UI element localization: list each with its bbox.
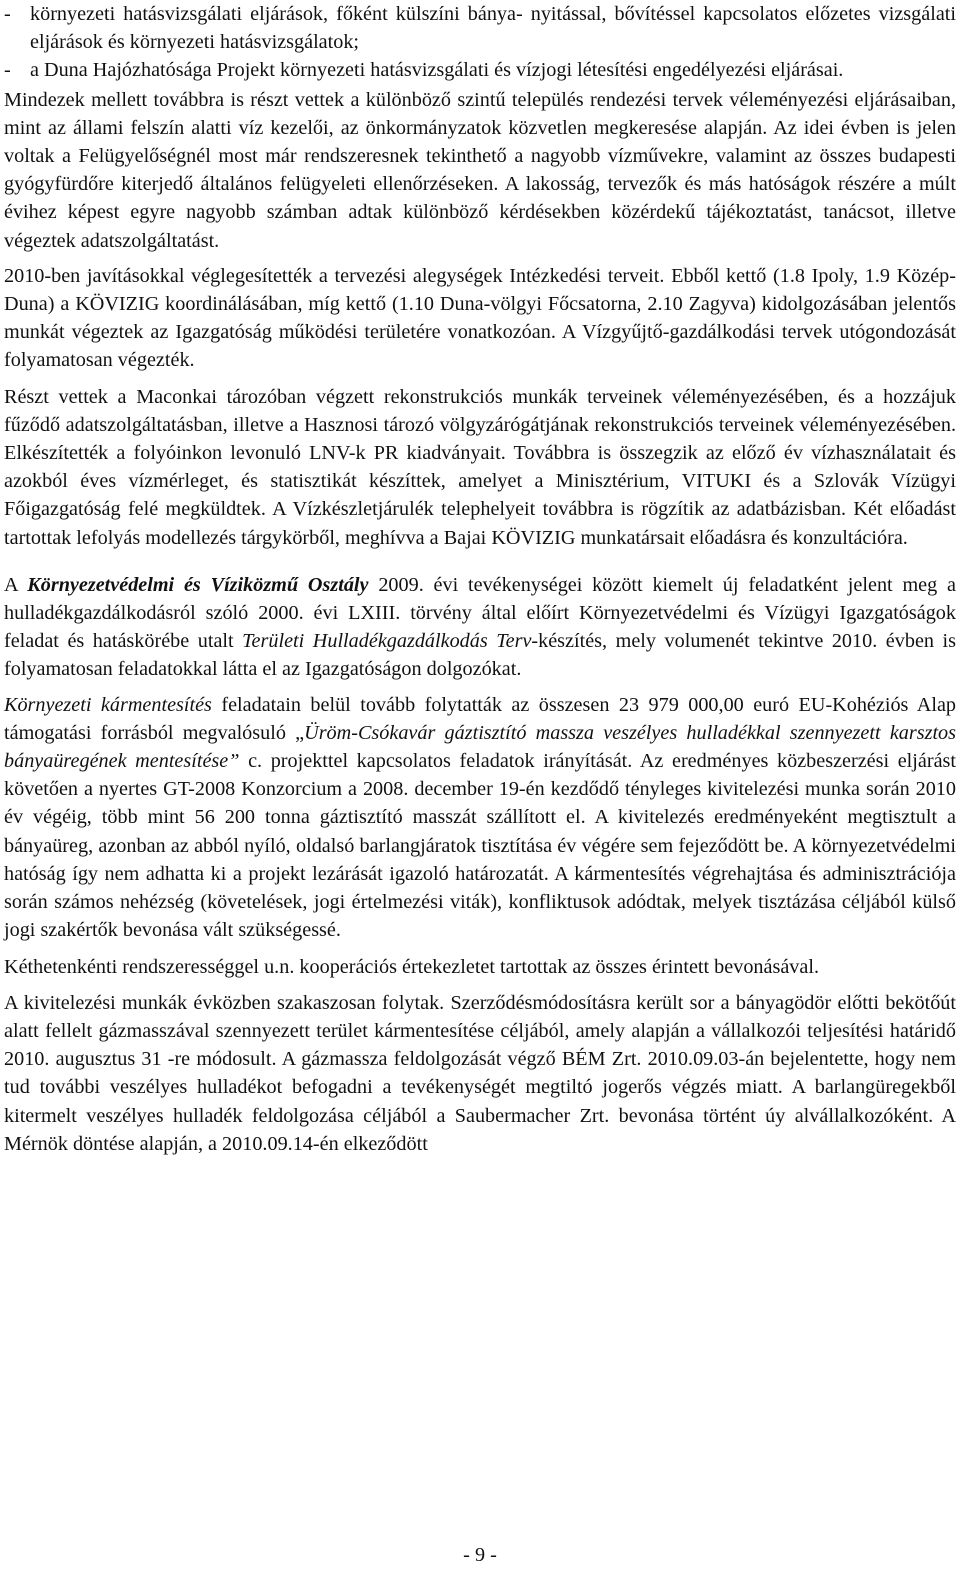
text-run: -készítés, mely volumenét tekintve 2010. évben is folyamatosan feladatokkal látta el az Igazgatóságon dolgozókat. <box>4 630 957 681</box>
paragraph-settlement-plans: Mindezek mellett továbbra is részt vettek a különböző szintű település rendezési tervek véleményezési eljárásaiban, mint az állami felszín alatti víz kezelői, az önkormányzatok közvetlen megkeresése alapján. Az idei évben is jelen voltak a Felügyelőségnél most már rendszeresnek tekinthető a nagyobb vízművekre, valamint az összes budapesti gyógyfürdőre kiterjedő általános felügyeleti ellenőrzéseken. A lakosság, tervezők és más hatóságok részére a múlt évihez képest egyre nagyobb számban adtak különböző kérdésekben közérdekű tájékoztatást, tanácsot, illetve végeztek adatszolgáltatást. <box>4 88 956 252</box>
paragraph-environment-department <box>4 571 956 684</box>
text-run: A <box>4 573 28 596</box>
list-dash: - <box>4 3 11 25</box>
list-item-text: a Duna Hajózhatósága Projekt környezeti hatásvizsgálati és vízjogi létesítési engedélyezési eljárásai. <box>30 59 844 82</box>
italic-term: Környezeti kármentesítés <box>4 693 212 716</box>
page-number: - 9 - <box>463 1544 497 1566</box>
paragraph-remediation <box>4 691 956 945</box>
paragraph-reservoir-reconstruction: Részt vettek a Maconkai tározóban végzett rekonstrukciós munkák terveinek véleményezésében, és a hozzájuk fűződő adatszolgáltatásban, illetve a Hasznosi tározó völgyzárógátjának rekonstrukciós terveinek véleményezésében. Elkészítették a folyóinkon levonuló LNV-k PR kiadványait. Továbbra is összegzik az előző év vízhasználatait és azokból éves vízmérleget, és statisztikát készíttek, amelyet a Minisztérium, VITUKI és a Szlovák Vízügyi Főigazgatóság felé megküldtek. A Vízkészletjárulék telephelyeit továbbra is rögzítik az adatbázisban. Két előadást tartottak lefolyás modellezés tárgykörből, meghívva a Bajai KÖVIZIG munkatársait előadásra és konzultációra. <box>4 385 956 549</box>
paragraph-meetings: Kéthetenkénti rendszerességgel u.n. kooperációs értekezletet tartottak az összes érintett bevonásával. <box>4 955 820 978</box>
document-page <box>4 0 956 1158</box>
text-run: 2009. évi tevékenységei között kiemelt új feladatként jelent meg a hulladékgazdálkodásról szóló 2000. évi LXIII. törvény által előírt Környezetvédelmi és Vízügyi Igazgatóságok feladat és hatáskörébe utalt <box>4 573 956 653</box>
paragraph-action-plans: 2010-ben javításokkal véglegesítették a tervezési alegységek Intézkedési terveit. Ebből kettő (1.8 Ipoly, 1.9 Közép-Duna) a KÖVIZIG koordinálásában, míg kettő (1.10 Duna-völgyi Főcsatorna, 2.10 Zagyva) kidolgozásában jelentős munkát végeztek az Igazgatóság működési területére vonatkozóan. A Vízgyűjtő-gazdálkodási tervek utógondozását folyamatosan végezték. <box>4 264 956 372</box>
project-title: Üröm-Csókavár gáztisztító massza veszélyes hulladékkal szennyezett karsztos bányaüregének mentesítése” <box>4 721 956 773</box>
paragraph-construction-works: A kivitelezési munkák évközben szakaszosan folytak. Szerződésmódosításra került sor a bányagödör előtti bekötőút alatt fellelt gázmasszával szennyezett terület kármentesítése céljából, amely alapján a vállalkozói teljesítési határidő 2010. augusztus 31 -re módosult. A gázmassza feldolgozását végző BÉM Zrt. 2010.09.03-án bejelentette, hogy nem tud további veszélyes hulladékot befogadni a tevékenységét megtiltó jogerős végzés miatt. A barlangüregekből kitermelt veszélyes hulladék feldolgozása céljából a Saubermacher Zrt. bevonása történt úy alvállalkozóként. A Mérnök döntése alapján, a 2010.09.14-én elkeződött <box>4 991 956 1155</box>
department-name: Környezetvédelmi és Víziközmű Osztály <box>27 573 369 596</box>
text-run: feladatain belül tovább folytatták az összesen 23 979 000,00 euró EU-Kohéziós Alap támogatási forrásból megvalósuló „ <box>4 693 956 744</box>
list-item <box>4 56 956 84</box>
list-item-text: környezeti hatásvizsgálati eljárások, főként külszíni bánya- nyitással, bővítéssel kapcsolatos előzetes vizsgálati eljárások és környezeti hatásvizsgálatok; <box>30 3 956 54</box>
text-run: c. projekttel kapcsolatos feladatok irányítását. Az eredményes közbeszerzési eljárást követően a nyertes GT-2008 Konzorcium a 2008. december 19-én kezdődő tényleges kivitelezési munka során 2010 év végéig, több mint 56 200 tonna gáztisztító masszát szállított el. A kivitelezés eredményeként megtisztult a bányaüreg, azonban az abból nyíló, oldalsó barlangjáratok tisztítása év végére sem fejeződött be. A környezetvédelmi hatóság így nem adhatta ki a projekt lezárását igazoló határozatát. A kármentesítés végrehajtása és adminisztrációja során számos nehézség (követelések, jogi értelmezési viták), konfliktusok adódtak, melyek tisztázása céljából külső jogi szakértők bevonása vált szükségessé. <box>4 750 957 942</box>
list-dash: - <box>4 59 11 82</box>
italic-term: Területi Hulladékgazdálkodás Terv <box>242 630 532 653</box>
list-item <box>4 0 956 56</box>
